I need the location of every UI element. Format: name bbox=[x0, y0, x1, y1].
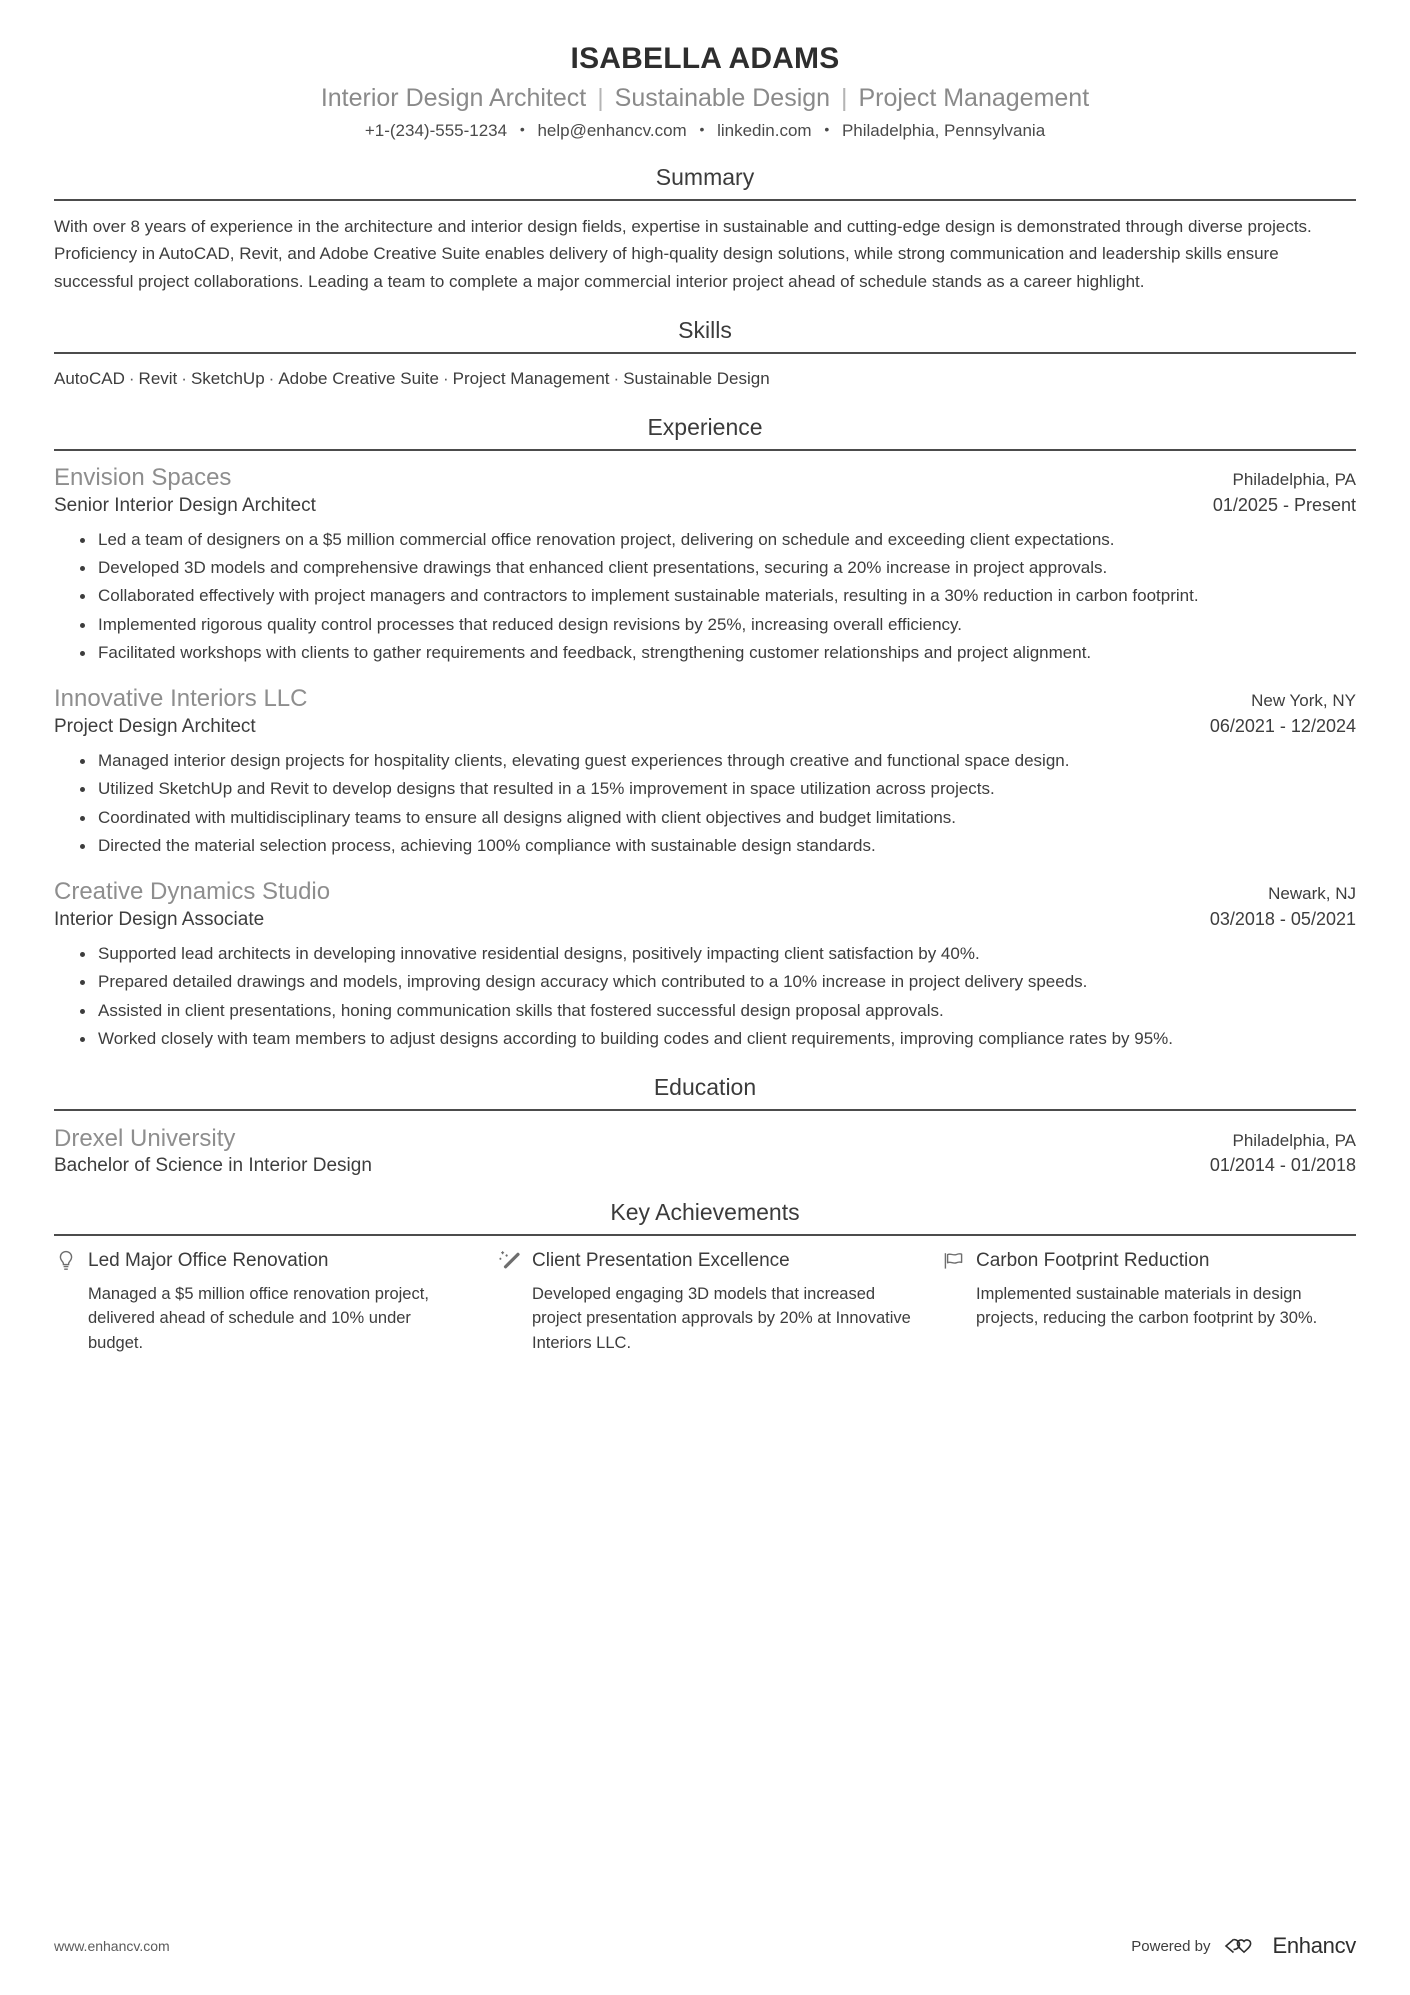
contact-email[interactable]: help@enhancv.com bbox=[537, 120, 687, 140]
skill-item: Project Management bbox=[452, 369, 610, 389]
headline-part-2: Sustainable Design bbox=[614, 83, 831, 112]
achievement-header bbox=[498, 1248, 912, 1274]
education-school: Drexel University bbox=[54, 1125, 236, 1153]
skill-separator: · bbox=[181, 369, 187, 389]
experience-company-row bbox=[54, 684, 1356, 714]
experience-dates: 06/2021 - 12/2024 bbox=[1209, 716, 1356, 737]
contact-separator: • bbox=[824, 120, 830, 137]
page-footer bbox=[54, 1933, 1356, 1959]
section-heading-education: Education bbox=[653, 1074, 757, 1101]
achievement-text: Implemented sustainable materials in design projects, reducing the carbon footprint by 30%. bbox=[976, 1284, 1318, 1328]
achievement-title: Led Major Office Renovation bbox=[88, 1249, 329, 1271]
magic-wand-icon bbox=[498, 1248, 522, 1274]
summary-text: With over 8 years of experience in the architecture and interior design fields, expertise in sustainable and cutting-edge design is demonstrated through diverse projects. Proficiency in AutoCAD, Revit, and Adobe Creative Suite enables delivery of high-quality design solutions, while strong communication and leadership skills ensure successful project collaborations. Leading a team to complete a major commercial interior project ahead of schedule stands as a career highlight. bbox=[54, 216, 1312, 291]
headline-separator: | bbox=[841, 83, 848, 112]
experience-company-row bbox=[54, 877, 1356, 907]
skill-item: SketchUp bbox=[190, 369, 265, 389]
headline-separator: | bbox=[597, 83, 604, 112]
skill-separator: · bbox=[268, 369, 275, 389]
experience-bullets bbox=[54, 941, 1356, 1052]
section-skills bbox=[54, 317, 1356, 392]
footer-brand-area bbox=[1131, 1933, 1356, 1959]
experience-company: Innovative Interiors LLC bbox=[54, 685, 308, 713]
experience-role: Interior Design Associate bbox=[54, 909, 265, 931]
experience-dates: 03/2018 - 05/2021 bbox=[1209, 909, 1356, 930]
section-divider bbox=[54, 1234, 1356, 1236]
experience-role-row bbox=[54, 714, 1356, 740]
experience-bullet: Utilized SketchUp and Revit to develop designs that resulted in a 15% improvement in space utilization across projects. bbox=[80, 776, 1356, 802]
experience-bullets bbox=[54, 527, 1356, 667]
skill-separator: · bbox=[442, 369, 449, 389]
education-dates: 01/2014 - 01/2018 bbox=[1209, 1154, 1356, 1175]
experience-location: Philadelphia, PA bbox=[1232, 469, 1356, 489]
skills-list bbox=[54, 366, 1356, 392]
education-degree-row bbox=[54, 1155, 1356, 1177]
experience-entry bbox=[54, 463, 1356, 666]
brand-name: Enhancv bbox=[1272, 1933, 1356, 1958]
section-divider bbox=[54, 1109, 1356, 1111]
skill-item: Revit bbox=[138, 369, 178, 389]
experience-bullet: Led a team of designers on a $5 million commercial office renovation project, delivering on schedule and exceeding client expectations. bbox=[80, 527, 1356, 553]
achievement-title: Client Presentation Excellence bbox=[532, 1249, 790, 1271]
contact-separator: • bbox=[519, 120, 525, 137]
achievement-item bbox=[942, 1248, 1356, 1356]
experience-location: New York, NY bbox=[1251, 691, 1356, 711]
experience-role: Project Design Architect bbox=[54, 716, 256, 738]
education-school-row bbox=[54, 1123, 1356, 1154]
section-heading-skills: Skills bbox=[678, 317, 732, 344]
experience-bullet: Worked closely with team members to adjust designs according to building codes and client requirements, improving compliance rates by 95%. bbox=[80, 1026, 1356, 1052]
headline-part-1: Interior Design Architect bbox=[320, 83, 587, 112]
candidate-name: ISABELLA ADAMS bbox=[570, 42, 840, 75]
experience-entry bbox=[54, 684, 1356, 859]
achievement-item bbox=[54, 1248, 468, 1356]
section-heading-summary: Summary bbox=[655, 163, 755, 190]
experience-bullet: Directed the material selection process, achieving 100% compliance with sustainable design standards. bbox=[80, 833, 1356, 859]
candidate-headline bbox=[54, 83, 1356, 114]
achievement-header bbox=[54, 1248, 468, 1274]
experience-entry bbox=[54, 877, 1356, 1052]
experience-bullet: Implemented rigorous quality control processes that reduced design revisions by 25%, increasing overall efficiency. bbox=[80, 612, 1356, 638]
enhancv-logo bbox=[1222, 1933, 1356, 1959]
experience-bullet: Coordinated with multidisciplinary teams to ensure all designs aligned with client objectives and budget limitations. bbox=[80, 805, 1356, 831]
section-divider bbox=[54, 449, 1356, 451]
experience-bullet: Assisted in client presentations, honing communication skills that fostered successful design proposal approvals. bbox=[80, 998, 1356, 1024]
achievement-title: Carbon Footprint Reduction bbox=[976, 1249, 1210, 1271]
experience-bullet: Collaborated effectively with project managers and contractors to implement sustainable materials, resulting in a 30% reduction in carbon footprint. bbox=[80, 583, 1356, 609]
experience-bullet: Developed 3D models and comprehensive drawings that enhanced client presentations, securing a 20% increase in project approvals. bbox=[80, 555, 1356, 581]
achievements-grid bbox=[54, 1248, 1356, 1356]
contact-separator: • bbox=[699, 120, 705, 137]
experience-role-row bbox=[54, 493, 1356, 519]
experience-bullet: Supported lead architects in developing innovative residential designs, positively impacting client satisfaction by 40%. bbox=[80, 941, 1356, 967]
powered-by-label: Powered by bbox=[1131, 1937, 1211, 1955]
enhancv-mark-icon bbox=[1222, 1933, 1264, 1959]
section-summary bbox=[54, 164, 1356, 296]
contact-linkedin[interactable]: linkedin.com bbox=[717, 120, 812, 140]
lightbulb-icon bbox=[54, 1248, 78, 1274]
experience-bullet: Managed interior design projects for hospitality clients, elevating guest experiences through creative and functional space design. bbox=[80, 748, 1356, 774]
section-education bbox=[54, 1074, 1356, 1176]
experience-bullet: Facilitated workshops with clients to gather requirements and feedback, strengthening customer relationships and project alignment. bbox=[80, 640, 1356, 666]
education-location: Philadelphia, PA bbox=[1232, 1131, 1356, 1151]
section-heading-experience: Experience bbox=[647, 413, 763, 440]
skill-item: Sustainable Design bbox=[623, 369, 770, 389]
skill-item: Adobe Creative Suite bbox=[278, 369, 439, 389]
achievement-header bbox=[942, 1248, 1356, 1274]
contact-phone: +1-(234)-555-1234 bbox=[364, 120, 508, 140]
experience-bullets bbox=[54, 748, 1356, 859]
flag-icon bbox=[942, 1248, 966, 1274]
experience-dates: 01/2025 - Present bbox=[1212, 494, 1356, 515]
contact-location: Philadelphia, Pennsylvania bbox=[841, 120, 1046, 140]
achievement-item bbox=[498, 1248, 912, 1356]
section-key-achievements bbox=[54, 1199, 1356, 1356]
experience-location: Newark, NJ bbox=[1268, 884, 1356, 904]
education-entry bbox=[54, 1123, 1356, 1176]
experience-company-row bbox=[54, 463, 1356, 493]
skill-item: AutoCAD bbox=[54, 369, 125, 389]
section-divider bbox=[54, 352, 1356, 354]
achievement-text: Managed a $5 million office renovation project, delivered ahead of schedule and 10% under budget. bbox=[88, 1284, 429, 1353]
resume-header bbox=[54, 42, 1356, 142]
education-degree: Bachelor of Science in Interior Design bbox=[54, 1154, 372, 1176]
experience-role: Senior Interior Design Architect bbox=[54, 494, 316, 516]
footer-url[interactable]: www.enhancv.com bbox=[54, 1938, 170, 1954]
skill-separator: · bbox=[128, 369, 135, 389]
experience-bullet: Prepared detailed drawings and models, improving design accuracy which contributed to a 10% increase in project delivery speeds. bbox=[80, 969, 1356, 995]
headline-part-3: Project Management bbox=[858, 83, 1090, 112]
section-experience bbox=[54, 414, 1356, 1052]
section-heading-key-achievements: Key Achievements bbox=[610, 1198, 800, 1225]
experience-role-row bbox=[54, 907, 1356, 933]
contact-line bbox=[54, 120, 1356, 142]
achievement-text: Developed engaging 3D models that increased project presentation approvals by 20% at Innovative Interiors LLC. bbox=[532, 1284, 911, 1353]
experience-company: Envision Spaces bbox=[54, 463, 232, 491]
experience-company: Creative Dynamics Studio bbox=[54, 878, 331, 906]
skill-separator: · bbox=[613, 369, 620, 389]
section-divider bbox=[54, 199, 1356, 201]
